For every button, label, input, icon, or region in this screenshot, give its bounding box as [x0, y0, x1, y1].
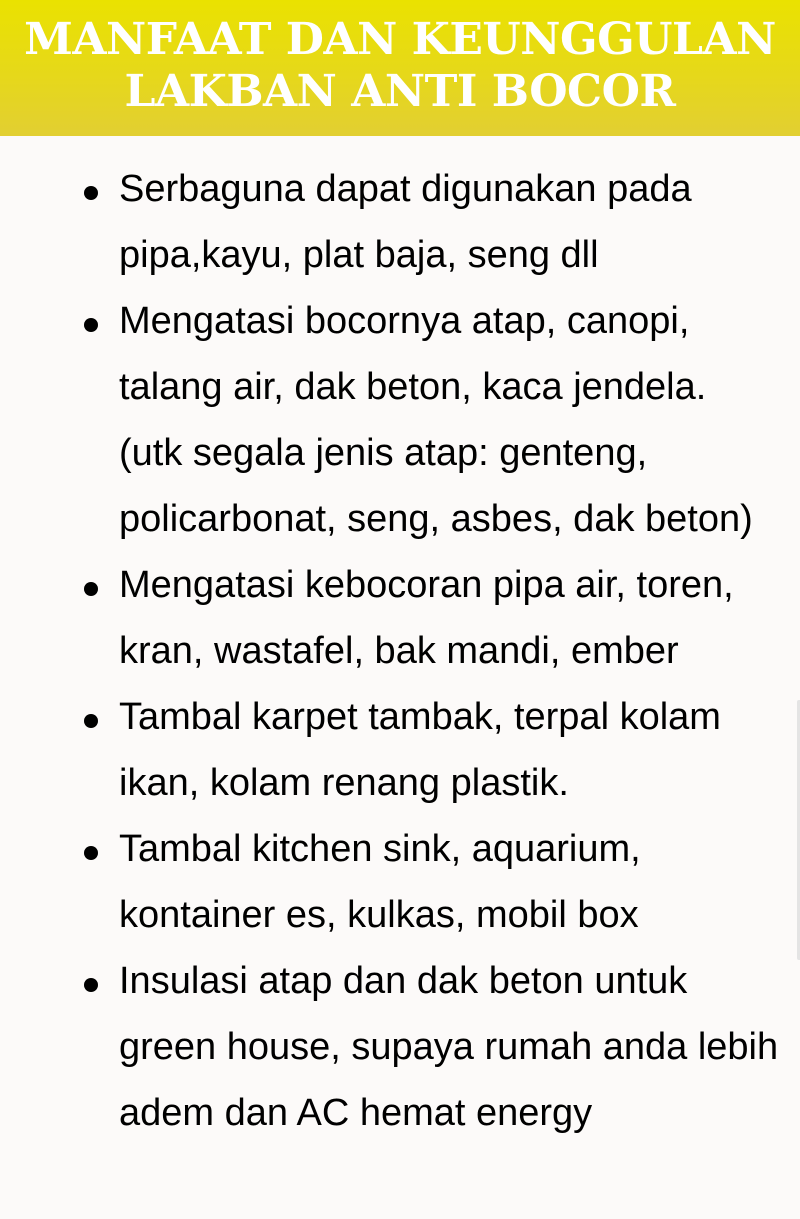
list-item-text: Tambal karpet tambak, terpal kolam — [119, 696, 721, 738]
list-item — [84, 156, 796, 288]
list-item-text: green house, supaya rumah anda lebih — [119, 1026, 779, 1068]
content-area — [0, 136, 800, 1219]
benefit-list — [84, 156, 796, 1146]
list-item-text: policarbonat, seng, asbes, dak beton) — [119, 498, 753, 540]
list-item — [84, 816, 796, 948]
list-item-text: (utk segala jenis atap: genteng, — [119, 432, 648, 474]
title-line-1: MANFAAT DAN KEUNGGULAN — [24, 14, 776, 65]
bullet-icon — [84, 714, 98, 728]
list-item-text: Insulasi atap dan dak beton untuk — [119, 960, 688, 1002]
list-item-text: Mengatasi bocornya atap, canopi, — [119, 300, 690, 342]
list-item-text: Tambal kitchen sink, aquarium, — [119, 828, 641, 870]
list-item-text: talang air, dak beton, kaca jendela. — [119, 366, 707, 408]
list-item — [84, 684, 796, 816]
list-item — [84, 552, 796, 684]
list-item-text: Mengatasi kebocoran pipa air, toren, — [119, 564, 734, 606]
list-item — [84, 288, 796, 552]
bullet-icon — [84, 186, 98, 200]
header-banner — [0, 0, 800, 136]
page-title — [0, 14, 800, 118]
list-item-text: adem dan AC hemat energy — [119, 1092, 593, 1134]
bullet-icon — [84, 582, 98, 596]
list-item-text: kontainer es, kulkas, mobil box — [119, 894, 639, 936]
list-item-text: ikan, kolam renang plastik. — [119, 762, 569, 804]
list-item-text: pipa,kayu, plat baja, seng dll — [119, 234, 599, 276]
list-item — [84, 948, 796, 1146]
list-item-text: kran, wastafel, bak mandi, ember — [119, 630, 679, 672]
bullet-icon — [84, 978, 98, 992]
bullet-icon — [84, 318, 98, 332]
title-line-2: LAKBAN ANTI BOCOR — [124, 66, 676, 117]
bullet-icon — [84, 846, 98, 860]
list-item-text: Serbaguna dapat digunakan pada — [119, 168, 692, 210]
